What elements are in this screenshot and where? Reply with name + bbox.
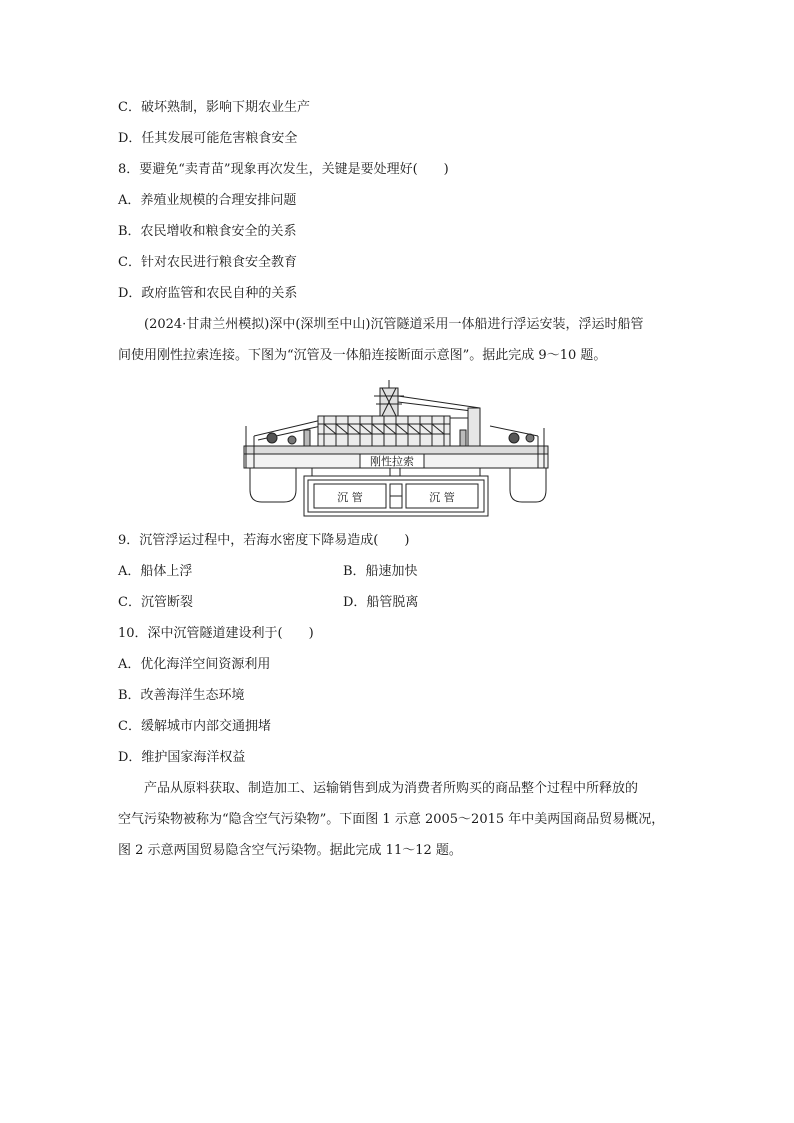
q10-option-d: D．维护国家海洋权益	[118, 750, 246, 765]
q9-option-c: C．沉管断裂	[118, 595, 193, 610]
q8-option-b: B．农民增收和粮食安全的关系	[118, 224, 297, 239]
q9-option-d: D．船管脱离	[343, 595, 419, 610]
tube-label-right: 沉 管	[429, 491, 455, 504]
q8-option-c: C．针对农民进行粮食安全教育	[118, 255, 297, 270]
passage-1-line-1: (2024·甘肃兰州模拟)深中(深圳至中山)沉管隧道采用一体船进行浮运安装，浮运时船管	[144, 317, 644, 332]
passage-2-line-2: 空气污染物被称为“隐含空气污染物”。下面图 1 示意 2005～2015 年中美两国商品贸易概况，	[118, 812, 665, 827]
q9-option-a: A．船体上浮	[118, 564, 193, 579]
tube-label-left: 沉 管	[337, 491, 363, 504]
q10-option-c: C．缓解城市内部交通拥堵	[118, 719, 271, 734]
q10-option-a: A．优化海洋空间资源利用	[118, 657, 271, 672]
q10-stem: 10．深中沉管隧道建设利于( )	[118, 626, 314, 641]
ship-tube-cross-section-figure	[240, 378, 552, 518]
ship-tube-diagram	[240, 378, 552, 518]
q8-option-d: D．政府监管和农民自种的关系	[118, 286, 298, 301]
q7-option-d: D．任其发展可能危害粮食安全	[118, 131, 298, 146]
q8-option-a: A．养殖业规模的合理安排问题	[118, 193, 297, 208]
passage-2-line-1: 产品从原料获取、制造加工、运输销售到成为消费者所购买的商品整个过程中所释放的	[144, 781, 639, 796]
q8-stem: 8．要避免“卖青苗”现象再次发生，关键是要处理好( )	[118, 162, 449, 177]
q10-option-b: B．改善海洋生态环境	[118, 688, 245, 703]
cable-label: 刚性拉索	[370, 455, 414, 468]
q9-stem: 9．沉管浮运过程中，若海水密度下降易造成( )	[118, 533, 410, 548]
passage-2-line-3: 图 2 示意两国贸易隐含空气污染物。据此完成 11～12 题。	[118, 843, 462, 858]
q7-option-c: C．破坏熟制，影响下期农业生产	[118, 100, 310, 115]
q9-option-b: B．船速加快	[343, 564, 418, 579]
passage-1-line-2: 间使用刚性拉索连接。下图为“沉管及一体船连接断面示意图”。据此完成 9～10 题。	[118, 348, 607, 363]
